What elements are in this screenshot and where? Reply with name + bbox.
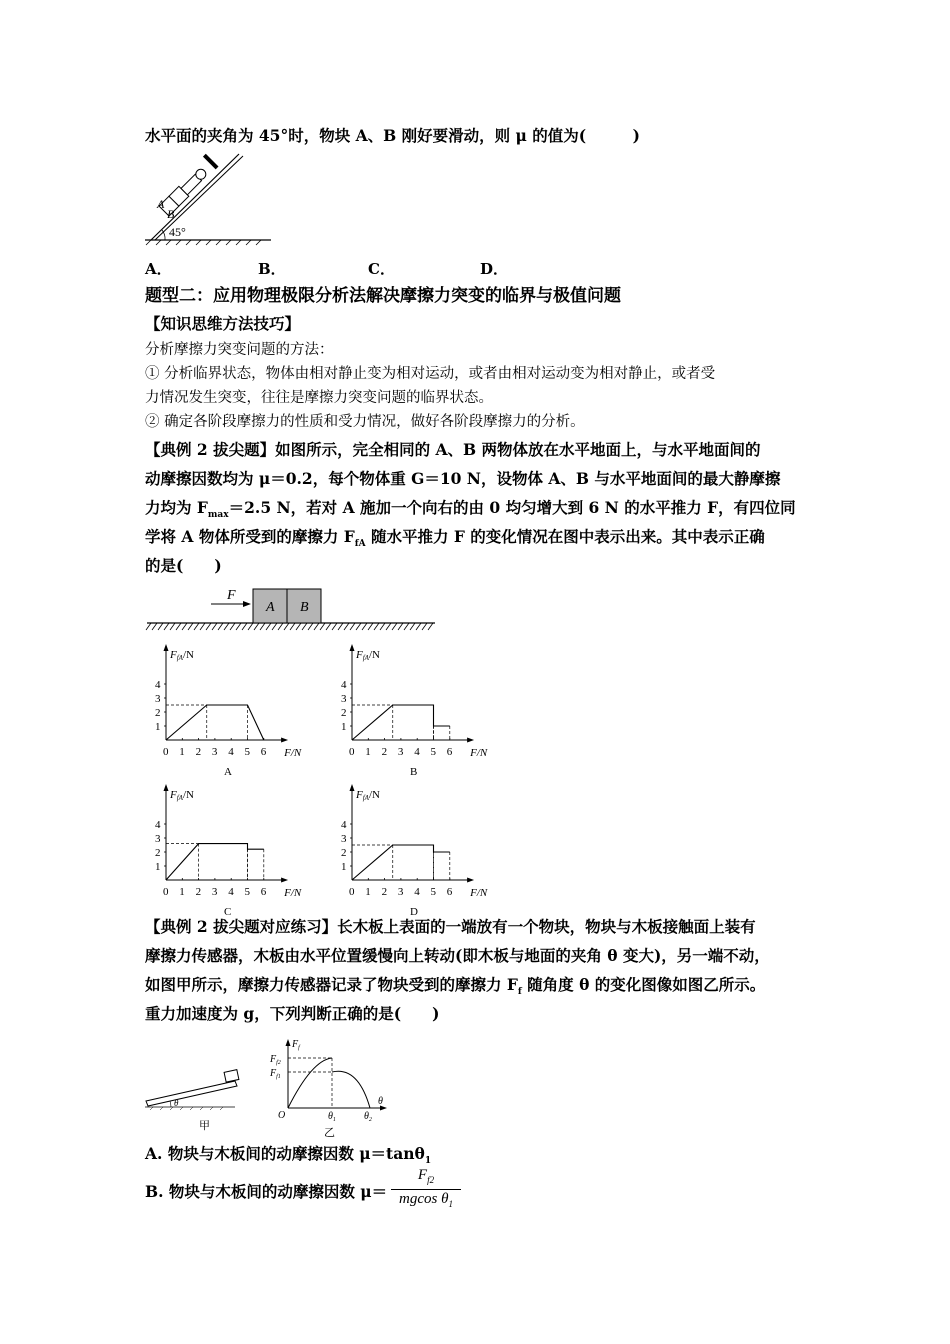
x-tick-label: 1 xyxy=(179,886,185,898)
x-axis-label: F/N xyxy=(470,747,488,759)
yi-theta2: $\theta_2$ xyxy=(364,1111,372,1123)
tip2: ② 确定各阶段摩擦力的性质和受力情况，做好各阶段摩擦力的分析。 xyxy=(145,414,585,430)
block-b: B xyxy=(300,600,309,615)
angle-label: 45° xyxy=(169,225,186,239)
practice-line1: 【典例 2 拔尖题对应练习】长木板上表面的一端放有一个物块，物块与木板接触面上装有 xyxy=(145,917,756,936)
example2-line1: 【典例 2 拔尖题】如图所示，完全相同的 A、B 两物体放在水平地面上，与水平地面间的 xyxy=(145,440,761,459)
series-line xyxy=(352,705,450,740)
x-tick-label: 4 xyxy=(228,886,234,898)
jia-caption: 甲 xyxy=(199,1120,210,1132)
tips-intro: 分析摩擦力突变问题的方法： xyxy=(145,342,334,358)
y-axis-label: FfA/N xyxy=(356,649,380,662)
graph-caption: B xyxy=(409,766,418,778)
option-b: B． xyxy=(258,260,286,278)
yi-x-label: θ xyxy=(378,1096,383,1107)
y-tick-label: 2 xyxy=(341,707,347,719)
y-tick-label: 2 xyxy=(341,847,347,859)
y-tick-label: 3 xyxy=(341,693,347,705)
q1-stem: 水平面的夹角为 45°时，物块 A、B 刚好要滑动，则 μ 的值为( ) xyxy=(145,126,640,145)
graph-b xyxy=(341,644,488,778)
yi-theta1: $\theta_1$ xyxy=(328,1111,336,1123)
practice-line4: 重力加速度为 g，下列判断正确的是( ) xyxy=(145,1004,440,1023)
example2-line3: 力均为 $F_{max}=2.5$ N，若对 A 施加一个向右的由 0 均匀增大到 6 N 的水平推力 F，有四位同 xyxy=(145,498,796,521)
x-tick-label: 4 xyxy=(228,746,234,758)
x-tick-label: 2 xyxy=(381,746,388,758)
yi-f1-label: $F_{f1}$ xyxy=(270,1068,281,1080)
figure-jia xyxy=(143,1065,258,1135)
y-tick-label: 2 xyxy=(155,707,161,719)
x-tick-label: 2 xyxy=(195,746,202,758)
y-tick-label: 1 xyxy=(341,861,347,873)
graphs-panel xyxy=(148,640,520,918)
figure-yi xyxy=(266,1036,396,1142)
example2-line4: 学将 A 物体所受到的摩擦力 $F_{fA}$ 随水平推力 F 的变化情况在图中表示出来。其中表示正确 xyxy=(145,527,765,550)
yi-origin: O xyxy=(278,1110,286,1121)
y-tick-label: 3 xyxy=(155,693,161,705)
practice-option-a: A. 物块与木板间的动摩擦因数 μ＝tanθ$_1$ xyxy=(145,1144,432,1167)
graph-caption: C xyxy=(223,906,232,918)
x-tick-label: 2 xyxy=(381,886,388,898)
y-tick-label: 4 xyxy=(155,679,161,691)
x-tick-label: 1 xyxy=(365,746,371,758)
x-tick-label: 6 xyxy=(446,886,453,898)
x-tick-label: 3 xyxy=(211,886,218,898)
x-tick-label: 0 xyxy=(349,746,355,758)
x-tick-label: 5 xyxy=(430,886,436,898)
x-tick-label: 4 xyxy=(414,746,420,758)
y-tick-label: 3 xyxy=(155,833,161,845)
section-title: 题型二：应用物理极限分析法解决摩擦力突变的临界与极值问题 xyxy=(145,286,621,306)
option-a: A． xyxy=(145,260,172,278)
x-tick-label: 3 xyxy=(397,746,404,758)
x-tick-label: 0 xyxy=(163,746,169,758)
graph-caption: A xyxy=(223,766,232,778)
x-axis-label: F/N xyxy=(470,887,488,899)
incline-figure xyxy=(143,152,283,246)
block-a: A xyxy=(266,600,275,615)
jia-angle: θ xyxy=(174,1098,179,1108)
x-tick-label: 6 xyxy=(446,746,453,758)
y-tick-label: 4 xyxy=(341,819,347,831)
x-tick-label: 5 xyxy=(244,746,250,758)
tip1-line1: ① 分析临界状态，物体由相对静止变为相对运动，或者由相对运动变为相对静止，或者受 xyxy=(145,366,716,382)
x-tick-label: 4 xyxy=(414,886,420,898)
x-tick-label: 6 xyxy=(260,886,267,898)
tips-header: 【知识思维方法技巧】 xyxy=(145,314,301,333)
fraction xyxy=(391,1167,461,1213)
option-d: D． xyxy=(480,260,509,278)
graph-c xyxy=(155,784,302,918)
y-axis-label: FfA/N xyxy=(170,789,194,802)
practice-option-b: B. 物块与木板间的动摩擦因数 μ＝ xyxy=(145,1182,388,1201)
x-axis-label: F/N xyxy=(284,747,302,759)
x-tick-label: 1 xyxy=(179,746,185,758)
practice-line2: 摩擦力传感器，木板由水平位置缓慢向上转动(即木板与地面的夹角 θ 变大)，另一端不动， xyxy=(145,946,770,965)
example2-line5: 的是( ) xyxy=(145,556,222,575)
fraction-numerator: $F_{f2}$ xyxy=(417,1167,435,1185)
x-tick-label: 3 xyxy=(397,886,404,898)
yi-f2-label: $F_{f2}$ xyxy=(270,1054,281,1066)
y-tick-label: 2 xyxy=(155,847,161,859)
series-line xyxy=(352,845,450,880)
y-tick-label: 4 xyxy=(155,819,161,831)
series-line xyxy=(166,844,264,880)
x-tick-label: 6 xyxy=(260,746,267,758)
graph-caption: D xyxy=(409,906,418,918)
x-tick-label: 5 xyxy=(244,886,250,898)
tip1-line2: 力情况发生突变，往往是摩擦力突变问题的临界状态。 xyxy=(145,390,493,406)
y-tick-label: 4 xyxy=(341,679,347,691)
graph-a xyxy=(155,644,302,778)
y-tick-label: 1 xyxy=(155,721,161,733)
x-tick-label: 3 xyxy=(211,746,218,758)
block-b-label: B xyxy=(167,207,175,221)
y-axis-label: FfA/N xyxy=(356,789,380,802)
y-tick-label: 3 xyxy=(341,833,347,845)
y-tick-label: 1 xyxy=(341,721,347,733)
x-axis-label: F/N xyxy=(284,887,302,899)
fraction-denominator: mgcos $\theta_1$ xyxy=(399,1191,453,1209)
yi-y-label: $F_f$ xyxy=(292,1039,300,1051)
x-tick-label: 0 xyxy=(349,886,355,898)
yi-caption: 乙 xyxy=(324,1127,335,1139)
x-tick-label: 1 xyxy=(365,886,371,898)
example2-line2: 动摩擦因数均为 μ＝0.2，每个物体重 G＝10 N，设物体 A、B 与水平地面间的最大静摩擦 xyxy=(145,469,781,488)
x-tick-label: 2 xyxy=(195,886,202,898)
series-line xyxy=(166,705,264,740)
block-a-label: A xyxy=(157,197,165,211)
y-tick-label: 1 xyxy=(155,861,161,873)
force-label: F xyxy=(227,588,236,603)
blocks-figure xyxy=(145,585,437,633)
y-axis-label: FfA/N xyxy=(170,649,194,662)
graph-d xyxy=(341,784,488,918)
option-c: C． xyxy=(368,260,395,278)
x-tick-label: 0 xyxy=(163,886,169,898)
x-tick-label: 5 xyxy=(430,746,436,758)
practice-line3: 如图甲所示，摩擦力传感器记录了物块受到的摩擦力 $F_f$ 随角度 θ 的变化图像如图乙所示。 xyxy=(145,975,766,998)
